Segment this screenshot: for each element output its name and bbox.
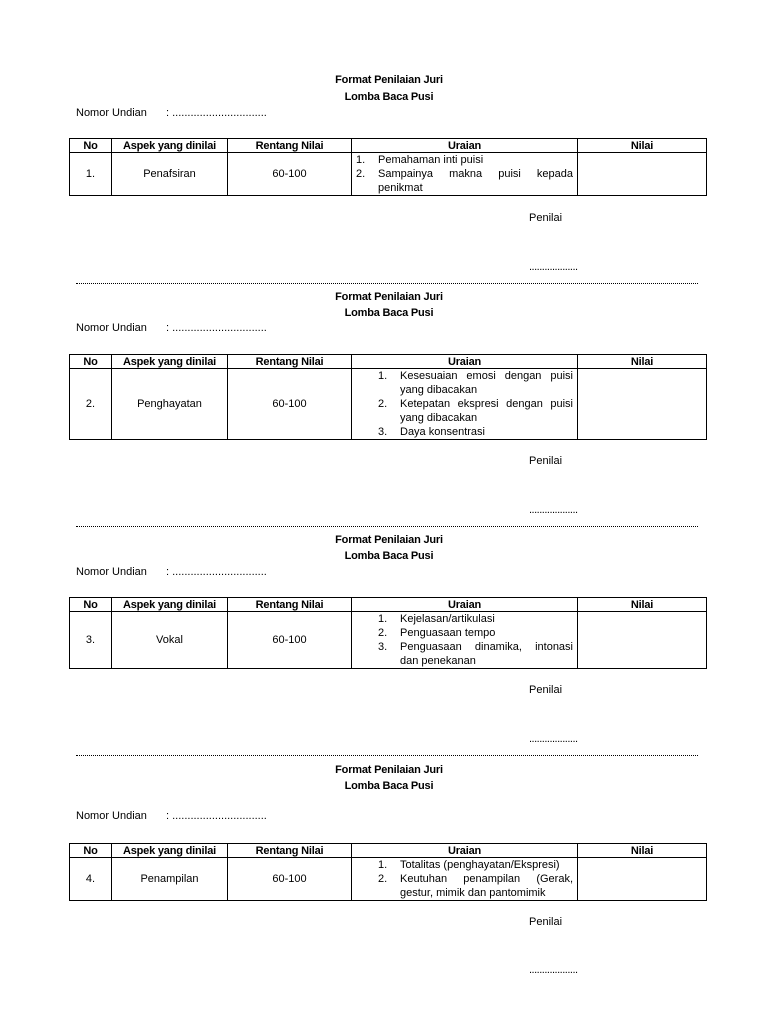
- table-header-row: [70, 844, 707, 858]
- cell-aspek: Vokal: [112, 612, 228, 669]
- header-nilai: Nilai: [578, 598, 707, 612]
- score-table: [69, 354, 707, 440]
- header-uraian: Uraian: [352, 598, 578, 612]
- form-subtitle: Lomba Baca Pusi: [344, 550, 434, 562]
- list-item: 1. Kesesuaian emosi dengan puisi yang dibacakan: [378, 370, 573, 396]
- header-rentang: Rentang Nilai: [228, 598, 352, 612]
- score-table: [69, 597, 707, 669]
- list-item: 2. Sampainya makna puisi kepada penikmat: [356, 168, 573, 194]
- score-table: [69, 138, 707, 196]
- header-aspek: Aspek yang dinilai: [112, 844, 228, 858]
- cell-aspek: Penghayatan: [112, 369, 228, 440]
- form-title: Format Penilaian Juri: [335, 74, 443, 86]
- cell-uraian: [352, 612, 578, 669]
- form-subtitle: Lomba Baca Pusi: [344, 91, 434, 103]
- header-no: No: [70, 598, 112, 612]
- table-header-row: [70, 139, 707, 153]
- penilai-label: Penilai: [529, 212, 563, 224]
- list-item: 1. Totalitas (penghayatan/Ekspresi): [378, 859, 560, 871]
- penilai-signature: ...................: [529, 261, 578, 273]
- cell-no: 4.: [70, 858, 112, 901]
- header-nilai: Nilai: [578, 355, 707, 369]
- header-aspek: Aspek yang dinilai: [112, 355, 228, 369]
- list-item: 2. Penguasaan tempo: [378, 627, 496, 639]
- form-title: Format Penilaian Juri: [335, 534, 443, 546]
- table-row: [70, 369, 707, 440]
- penilai-signature: ...................: [529, 964, 578, 976]
- cell-nilai[interactable]: [578, 369, 707, 440]
- divider: [76, 283, 698, 284]
- list-item: 3. Penguasaan dinamika, intonasi dan penekanan: [378, 641, 573, 667]
- cell-nilai[interactable]: [578, 612, 707, 669]
- cell-aspek: Penampilan: [112, 858, 228, 901]
- form-subtitle: Lomba Baca Pusi: [344, 780, 434, 792]
- table-row: [70, 612, 707, 669]
- header-uraian: Uraian: [352, 844, 578, 858]
- header-nilai: Nilai: [578, 844, 707, 858]
- nomor-undian-value: : ...............................: [166, 566, 267, 578]
- list-item: 3. Daya konsentrasi: [378, 426, 485, 438]
- nomor-undian: [76, 322, 267, 334]
- header-rentang: Rentang Nilai: [228, 355, 352, 369]
- cell-rentang: 60-100: [228, 153, 352, 196]
- list-item: 2. Keutuhan penampilan (Gerak, gestur, mimik dan pantomimik: [378, 873, 573, 899]
- form-subtitle: Lomba Baca Pusi: [344, 307, 434, 319]
- header-nilai: Nilai: [578, 139, 707, 153]
- cell-no: 2.: [70, 369, 112, 440]
- header-aspek: Aspek yang dinilai: [112, 139, 228, 153]
- table-header-row: [70, 355, 707, 369]
- table-row: [70, 153, 707, 196]
- nomor-undian-label: Nomor Undian: [76, 322, 147, 334]
- nomor-undian: [76, 810, 267, 822]
- cell-uraian: [352, 858, 578, 901]
- nomor-undian-value: : ...............................: [166, 107, 267, 119]
- table-header-row: [70, 598, 707, 612]
- header-no: No: [70, 139, 112, 153]
- cell-rentang: 60-100: [228, 858, 352, 901]
- divider: [76, 526, 698, 527]
- cell-no: 3.: [70, 612, 112, 669]
- penilai-label: Penilai: [529, 916, 563, 928]
- cell-aspek: Penafsiran: [112, 153, 228, 196]
- cell-nilai[interactable]: [578, 153, 707, 196]
- penilai-signature: ...................: [529, 504, 578, 516]
- header-rentang: Rentang Nilai: [228, 844, 352, 858]
- divider: [76, 755, 698, 756]
- form-title: Format Penilaian Juri: [335, 764, 443, 776]
- header-no: No: [70, 844, 112, 858]
- cell-uraian: [352, 369, 578, 440]
- list-item: 2. Ketepatan ekspresi dengan puisi yang dibacakan: [378, 398, 573, 424]
- penilai-label: Penilai: [529, 684, 563, 696]
- header-uraian: Uraian: [352, 355, 578, 369]
- nomor-undian: [76, 107, 267, 119]
- nomor-undian-value: : ...............................: [166, 322, 267, 334]
- cell-no: 1.: [70, 153, 112, 196]
- cell-nilai[interactable]: [578, 858, 707, 901]
- cell-uraian: [352, 153, 578, 196]
- list-item: 1. Kejelasan/artikulasi: [378, 613, 495, 625]
- nomor-undian-value: : ...............................: [166, 810, 267, 822]
- nomor-undian-label: Nomor Undian: [76, 810, 147, 822]
- header-uraian: Uraian: [352, 139, 578, 153]
- penilai-label: Penilai: [529, 455, 563, 467]
- nomor-undian-label: Nomor Undian: [76, 107, 147, 119]
- header-aspek: Aspek yang dinilai: [112, 598, 228, 612]
- header-no: No: [70, 355, 112, 369]
- nomor-undian-label: Nomor Undian: [76, 566, 147, 578]
- penilai-signature: ...................: [529, 733, 578, 745]
- table-row: [70, 858, 707, 901]
- score-table: [69, 843, 707, 901]
- form-title: Format Penilaian Juri: [335, 291, 443, 303]
- cell-rentang: 60-100: [228, 612, 352, 669]
- cell-rentang: 60-100: [228, 369, 352, 440]
- list-item: 1. Pemahaman inti puisi: [356, 154, 484, 166]
- header-rentang: Rentang Nilai: [228, 139, 352, 153]
- nomor-undian: [76, 566, 267, 578]
